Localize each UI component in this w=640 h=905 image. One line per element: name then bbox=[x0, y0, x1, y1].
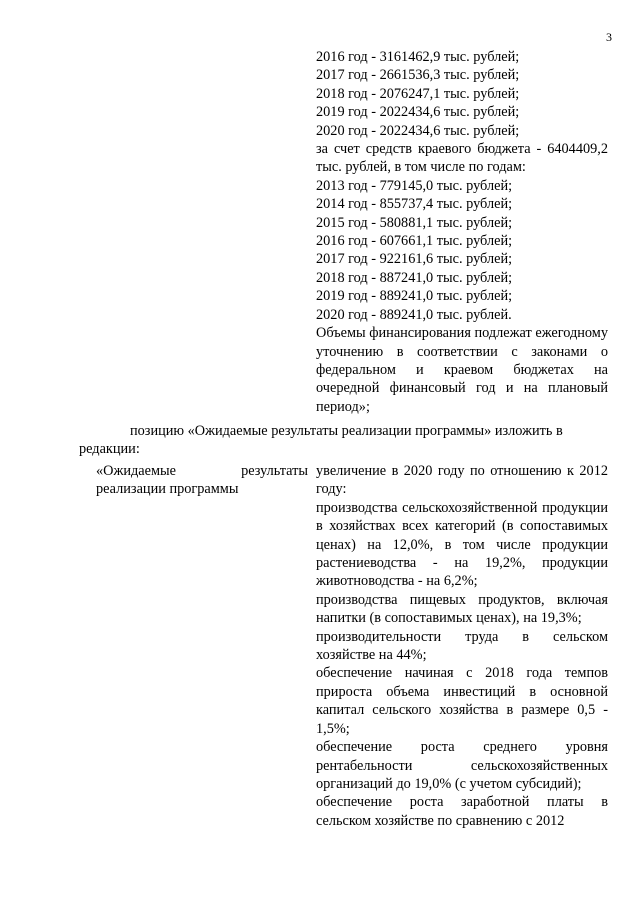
result-item: производства пищевых продуктов, включая напитки (в сопоставимых ценах), на 19,3%; bbox=[316, 591, 608, 627]
regional-year-line: 2013 год - 779145,0 тыс. рублей; bbox=[316, 177, 513, 194]
regional-budget-intro: за счет средств краевого бюджета - 6404409,2 тыс. рублей, в том числе по годам: bbox=[316, 141, 608, 176]
regional-year-line: 2018 год - 887241,0 тыс. рублей; bbox=[316, 269, 513, 286]
regional-year-line: 2017 год - 922161,6 тыс. рублей; bbox=[316, 251, 513, 268]
regional-year-line: 2016 год - 607661,1 тыс. рублей; bbox=[316, 233, 513, 250]
federal-year-line: 2017 год - 2661536,3 тыс. рублей; bbox=[316, 67, 520, 84]
regional-year-line: 2015 год - 580881,1 тыс. рублей; bbox=[316, 214, 513, 231]
result-item: производительности труда в сельском хозяйстве на 44%; bbox=[316, 628, 608, 664]
financing-note: Объемы финансирования подлежат ежегодному уточнению в соответствии с законами о федеральном и краевом бюджетах на очередной финансовый год и на плановый период»; bbox=[316, 325, 608, 415]
table-right-cell bbox=[316, 462, 608, 830]
federal-year-line: 2018 год - 2076247,1 тыс. рублей; bbox=[316, 85, 520, 102]
result-item: производства сельскохозяйственной продукции в хозяйствах всех категорий (в сопоставимых ценах) на 12,0%, в том числе продукции растениеводства - на 19,2%, продукции животноводства - на 6,2%; bbox=[316, 499, 608, 590]
result-item: обеспечение начиная с 2018 года темпов прироста объема инвестиций в основной капитал сельского хозяйства в размере 0,5 - 1,5%; bbox=[316, 665, 608, 737]
page-number: 3 bbox=[606, 30, 612, 44]
position-instruction: позицию «Ожидаемые результаты реализации программы» изложить в bbox=[130, 423, 563, 439]
results-intro: увеличение в 2020 году по отношению к 2012 году: bbox=[316, 463, 608, 498]
result-item: обеспечение роста заработной платы в сельском хозяйстве по сравнению с 2012 bbox=[316, 794, 608, 829]
regional-year-line: 2014 год - 855737,4 тыс. рублей; bbox=[316, 196, 513, 213]
federal-year-line: 2020 год - 2022434,6 тыс. рублей; bbox=[316, 122, 520, 139]
financing-block bbox=[316, 48, 608, 416]
federal-year-line: 2016 год - 3161462,9 тыс. рублей; bbox=[316, 49, 520, 65]
regional-year-line: 2020 год - 889241,0 тыс. рублей. bbox=[316, 306, 512, 323]
federal-year-line: 2019 год - 2022434,6 тыс. рублей; bbox=[316, 104, 520, 121]
result-item: обеспечение роста среднего уровня рентабельности сельскохозяйственных организаций до 19,0% (с учетом субсидий); bbox=[316, 739, 608, 792]
table-left-cell: «Ожидаемые результаты реализации программы bbox=[96, 463, 308, 498]
redaction-label: редакции: bbox=[79, 441, 140, 457]
regional-year-line: 2019 год - 889241,0 тыс. рублей; bbox=[316, 288, 513, 305]
